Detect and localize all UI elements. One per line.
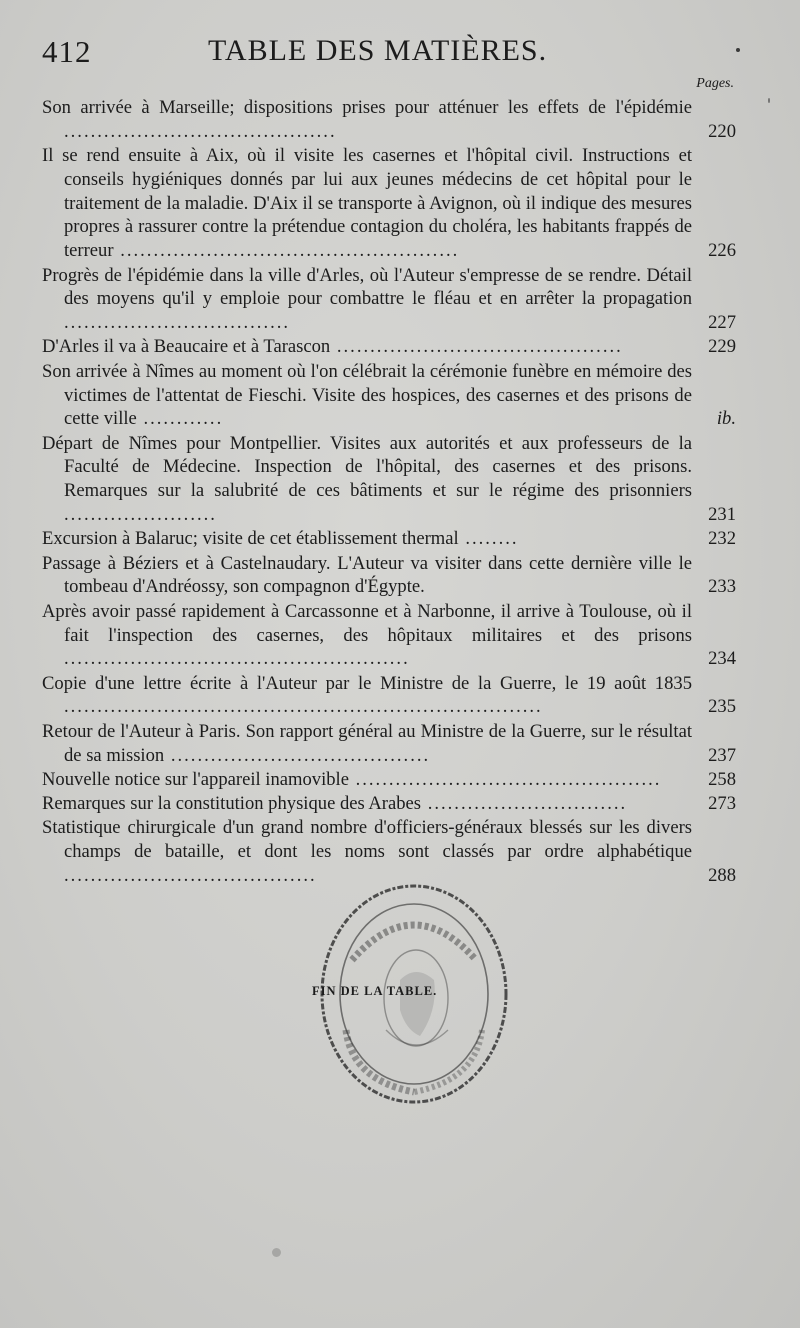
dot-leader: ....................................... xyxy=(164,744,431,766)
toc-entry-text: Son arrivée à Nîmes au moment où l'on célébrait la cérémonie funèbre en mémoire des victimes de l'attentat de Fieschi. Visite des hospices, des casernes et des prisons de cette ville xyxy=(42,360,692,430)
dot-leader: ............ xyxy=(136,408,224,430)
toc-entry-page: 288 xyxy=(708,865,736,886)
toc-entry xyxy=(42,720,736,768)
toc-entry-text: Départ de Nîmes pour Montpellier. Visites aux autorités et aux professeurs de la Faculté de Médecine. Inspection de l'hôpital, des casernes et des prisons. Remarques sur la salubrité de ces bâtiments et sur le régime des prisonniers xyxy=(42,432,692,502)
dot-leader: ....................... xyxy=(64,504,217,526)
dot-leader: ........................................... xyxy=(330,336,623,358)
toc-entry xyxy=(42,360,736,431)
toc-entry xyxy=(42,264,736,335)
toc-entry-page: 258 xyxy=(708,768,736,790)
toc-entry-page: 273 xyxy=(708,793,736,815)
toc-entry-page: 233 xyxy=(708,576,736,598)
toc-entry-page: 226 xyxy=(708,240,736,262)
paper-speck xyxy=(736,48,740,52)
toc-entry-text: Après avoir passé rapidement à Carcassonne et à Narbonne, il arrive à Toulouse, où il fait l'inspection des casernes, des hôpitaux militaires et des prisons xyxy=(42,600,692,646)
toc-entry-text: Il se rend ensuite à Aix, où il visite les casernes et l'hôpital civil. Instructions et conseils hygiéniques donnés par lui aux jeunes médecins de cet hôpital pour le traitement de la maladie. D'Aix il se transporte à Avignon, où il indique des mesures propres à rassurer contre la prétendue contagion du choléra, les habitants frappés de terreur xyxy=(42,145,692,262)
dot-leader: .............................................. xyxy=(348,768,662,790)
dot-leader: .............................. xyxy=(421,793,628,815)
toc-entry-page: 234 xyxy=(708,648,736,670)
page-number: 412 xyxy=(42,34,92,69)
dot-leader: .................................................... xyxy=(64,648,410,670)
dot-leader: ........................................................................ xyxy=(64,696,543,718)
running-header xyxy=(42,30,740,76)
toc-entry-text: Copie d'une lettre écrite à l'Auteur par le Ministre de la Guerre, le 19 août 1835 xyxy=(42,672,692,694)
pages-column-label: Pages. xyxy=(696,76,734,91)
toc-entry-page: 235 xyxy=(708,696,736,718)
paper-speck xyxy=(768,98,770,103)
toc-entry-page: 231 xyxy=(708,504,736,526)
dot-leader: ........ xyxy=(458,528,519,550)
toc-entry-text: Son arrivée à Marseille; dispositions prises pour atténuer les effets de l'épidémie xyxy=(42,97,692,118)
dot-leader: ................................................... xyxy=(113,240,460,262)
toc-entry-page: ib. xyxy=(716,408,736,430)
toc-entry xyxy=(42,672,736,720)
toc-entry-text: Statistique chirurgicale d'un grand nombre d'officiers-généraux blessés sur les divers champs de bataille, et dont les noms sont classés par ordre alphabétique xyxy=(42,817,692,863)
toc-entry-text: Progrès de l'épidémie dans la ville d'Arles, où l'Auteur s'empresse de se rendre. Détail des moyens qu'il y emploie pour combattre le fléau et en arrêter la propagation xyxy=(42,264,692,310)
toc-entry-text: D'Arles il va à Beaucaire et à Tarascon xyxy=(42,336,331,358)
paper-speck xyxy=(272,1248,281,1257)
toc-entry-text: Retour de l'Auteur à Paris. Son rapport général au Ministre de la Guerre, sur le résultat de sa mission xyxy=(42,720,692,766)
toc-entry xyxy=(42,144,736,263)
toc-entry xyxy=(42,552,736,600)
toc-entry xyxy=(42,335,736,359)
toc-entry-page: 229 xyxy=(708,336,736,358)
toc-entry-page: 232 xyxy=(708,528,736,550)
toc-entry xyxy=(42,432,736,527)
toc-entry xyxy=(42,527,736,551)
toc-entry xyxy=(42,600,736,671)
toc-entry-text: Nouvelle notice sur l'appareil inamovible xyxy=(42,768,349,790)
table-of-contents xyxy=(42,96,736,888)
toc-entry xyxy=(42,792,736,816)
toc-entry xyxy=(42,768,736,792)
toc-entry-page: 227 xyxy=(708,312,736,334)
end-of-table-label: FIN DE LA TABLE. xyxy=(312,984,438,998)
toc-entry-page: 237 xyxy=(708,744,736,766)
dot-leader: ......................................... xyxy=(64,120,337,142)
toc-entry-text: Remarques sur la constitution physique des Arabes xyxy=(42,793,422,815)
page-title: TABLE DES MATIÈRES. xyxy=(208,34,548,67)
toc-entry xyxy=(42,816,736,887)
dot-leader: .................................. xyxy=(64,312,291,334)
toc-entry-page: 220 xyxy=(708,120,736,142)
toc-entry-text: Excursion à Balaruc; visite de cet établissement thermal xyxy=(42,528,459,550)
toc-entry-text: Passage à Béziers et à Castelnaudary. L'Auteur va visiter dans cette dernière ville le tombeau d'Andréossy, son compagnon d'Égypte. xyxy=(42,552,692,598)
toc-entry xyxy=(42,96,736,144)
dot-leader: ...................................... xyxy=(64,865,317,886)
